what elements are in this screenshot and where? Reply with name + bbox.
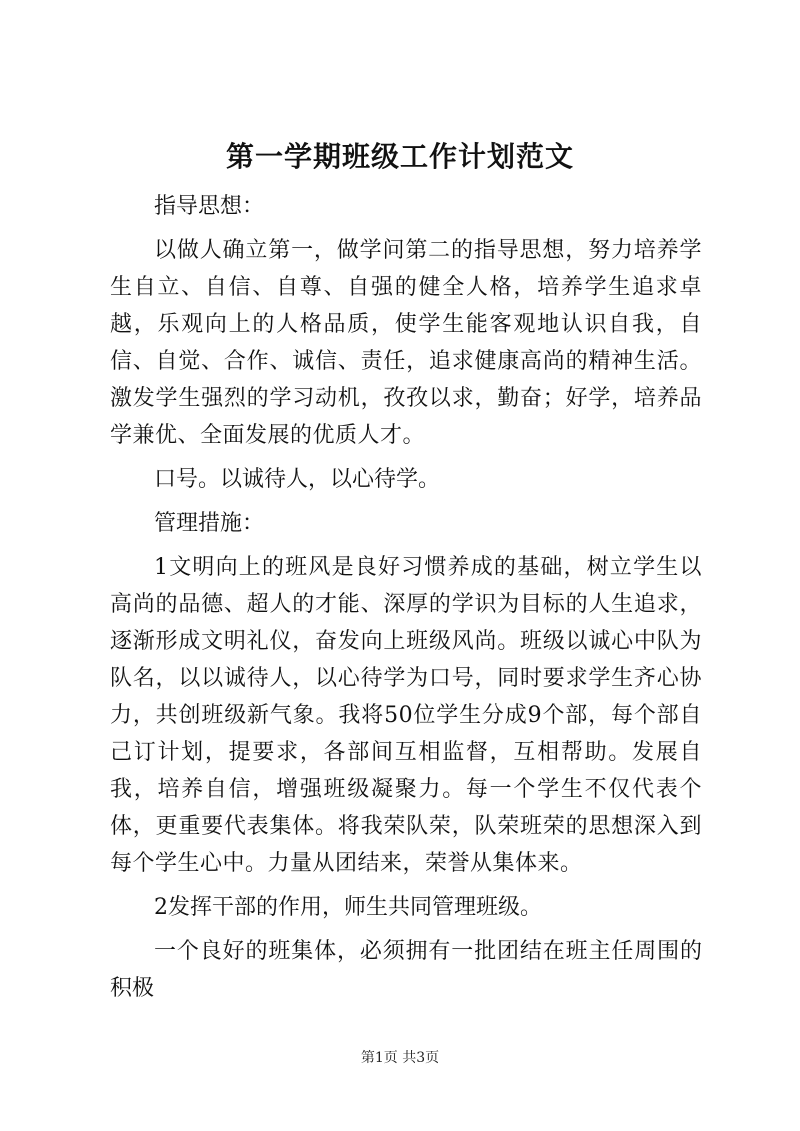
document-body [110, 188, 702, 1014]
paragraph-guiding-ideology: 以做人确立第一，做学问第二的指导思想，努力培养学生自立、自信、自尊、自强的健全人格，培养学生追求卓越，乐观向上的人格品质，使学生能客观地认识自我，自信、自觉、合作、诚信、责任，追求健康高尚的精神生活。激发学生强烈的学习动机，孜孜以求，勤奋；好学，培养品学兼优、全面发展的优质人才。 [110, 238, 702, 448]
paragraph-measure-2: 2发挥干部的作用，师生共同管理班级。 [154, 895, 542, 920]
page-number-footer: 第1页 共3页 [360, 1050, 440, 1066]
paragraph-guiding-ideology-heading: 指导思想： [154, 194, 265, 219]
document-title: 第一学期班级工作计划范文 [225, 140, 574, 173]
paragraph-measure-2-body: 一个良好的班集体，必须拥有一批团结在班主任周围的积极 [110, 939, 702, 1001]
paragraph-management-heading: 管理措施： [154, 511, 265, 536]
paragraph-slogan: 口号。以诚待人，以心待学。 [154, 467, 441, 492]
paragraph-measure-1: 1文明向上的班风是良好习惯养成的基础，树立学生以高尚的品德、超人的才能、深厚的学识为目标的人生追求，逐渐形成文明礼仪，奋发向上班级风尚。班级以诚心中队为队名，以以诚待人，以心待学为口号，同时要求学生齐心协力，共创班级新气象。我将50位学生分成9个部，每个部自己订计划，提要求，各部间互相监督，互相帮助。发展自我，培养自信，增强班级凝聚力。每一个学生不仅代表个体，更重要代表集体。将我荣队荣，队荣班荣的思想深入到每个学生心中。力量从团结来，荣誉从集体来。 [110, 555, 702, 876]
